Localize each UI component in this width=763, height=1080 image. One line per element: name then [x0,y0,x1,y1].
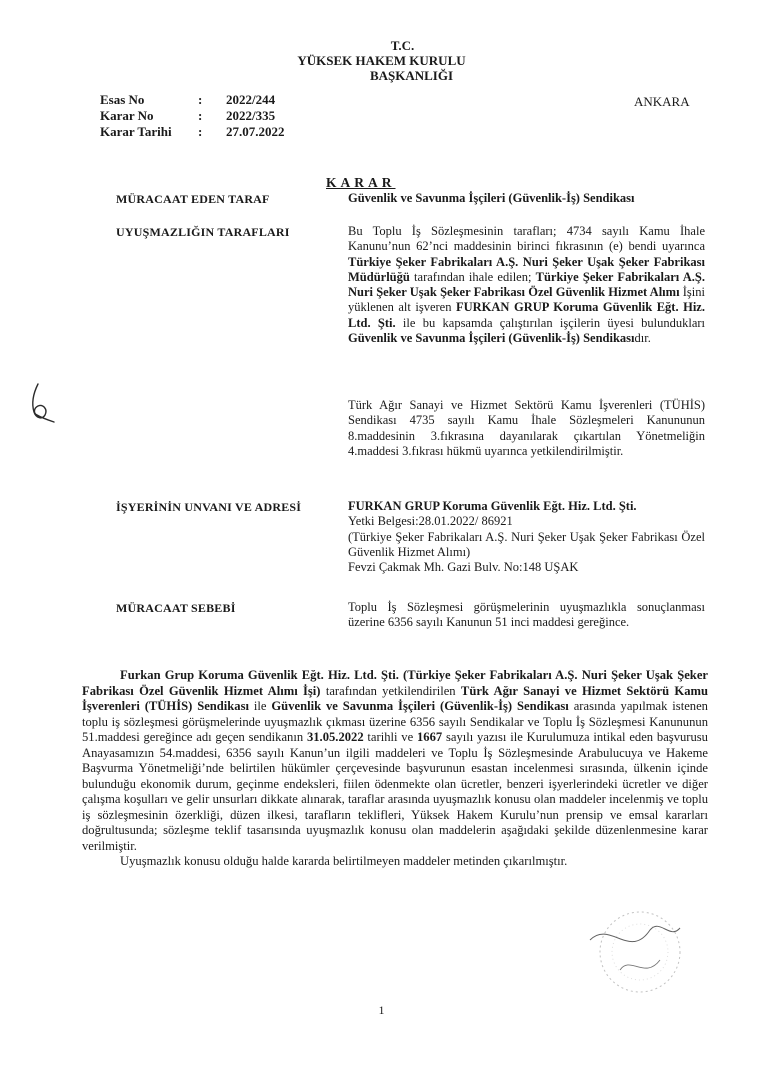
header-line-tc: T.C. [390,38,415,53]
tarih-label: Karar Tarihi [100,124,172,139]
esas-sep: : [198,92,203,107]
bold-run: Güvenlik ve Savunma İşçileri (Güvenlik-İş) Sendikası [271,699,569,713]
text-run: Bu Toplu İş Sözleşmesinin tarafları; 4734 sayılı Kamu İhale Kanunu’nun 62’nci maddesinin birinci fıkrasının (e) bendi uyarınca [348,224,705,254]
meta-esas [100,92,275,108]
handwritten-initial [28,382,58,426]
bold-run: Türkiye Şeker Fabrikaları A.Ş. Nuri Şeker Uşak Şeker Fabrikası Müdürlüğü [348,254,705,284]
document-title: KARAR [326,175,396,190]
value-reason: Toplu İş Sözleşmesi görüşmelerinin uyuşmazlıkla sonuçlanması üzerine 6356 sayılı Kanunun 51 inci maddesi gereğince. [348,600,705,630]
body-paragraph-2: Uyuşmazlık konusu olduğu halde kararda belirtilmeyen maddeler metinden çıkarılmıştır. [120,854,568,868]
esas-label: Esas No [100,92,145,107]
location: ANKARA [634,94,690,109]
text-run: sayılı yazısı ile Kurulumuza intikal eden başvurusu Anayasamızın 54.maddesi, 6356 sayılı Kanun’un ilgili maddeleri ve Toplu İş Sözleşmesinde Arabulucuya ve Hakeme Başvurma Yönetmeliği’nde belirtilen hükümler çerçevesinde başvurunun esastan incelenmesi sırasında, ülkenin içinde bulunduğu ekonomik durum, geçinme endeksleri, fiilen ödenmekte olan ücretler, benzeri işyerlerindeki ücretler ve diğer çalışma koşulları ve gelir unsurları dikkate alınarak, taraflar arasında uyuşmazlık konusu olan maddeler incelenmiş ve toplu iş sözleşmesinin özerkliği, düzen ilkesi, tarafların teklifleri, Yüksek Hakem Kurulu’nun prensip ve emsal kararları doğrultusunda; sözleşme teklif tasarısında uyuşmazlık konusu olan maddelerin aşağıdaki şekilde düzenlenmesine karar verilmiştir. [82,730,708,853]
workplace-license: Yetki Belgesi:28.01.2022/ 86921 [348,514,513,529]
document-header [0,38,763,83]
text-run: tarafından yetkilendirilen [320,683,461,698]
value-applicant: Güvenlik ve Savunma İşçileri (Güvenlik-İş) Sendikası [348,191,635,205]
text-run: ile bu kapsamda çalıştırılan işçilerin üyesi bulundukları [395,315,706,330]
text-run: arasında yapılmak istenen toplu iş sözleşmesi görüşmelerinde uyuşmazlık çıkması üzerine 6356 sayılı Sendikalar ve Toplu İş Sözleşmesi Kanununun 51.maddesi gereğince adı geçen sendikanın [82,699,708,744]
text-run: ile [249,699,272,713]
workplace-address: Fevzi Çakmak Mh. Gazi Bulv. No:148 UŞAK [348,560,579,575]
bold-run: Güvenlik ve Savunma İşçileri (Güvenlik-İş) Sendikası [348,331,635,346]
workplace-name: FURKAN GRUP Koruma Güvenlik Eğt. Hiz. Ltd. Şti. [348,499,637,513]
bold-run: FURKAN GRUP Koruma Güvenlik Eğt. Hiz. Ltd. Şti. [348,300,705,330]
label-applicant: MÜRACAAT EDEN TARAF [116,192,270,206]
bold-run: 1667 [416,730,443,744]
faded-stamp [560,900,720,1000]
decision-body [82,668,708,870]
meta-tarih [100,124,285,140]
label-reason: MÜRACAAT SEBEBİ [116,601,236,615]
text-run: tarihli ve [363,730,417,744]
label-workplace: İŞYERİNİN UNVANI VE ADRESİ [116,500,302,514]
text-run: İşini yüklenen alt işveren [348,285,705,315]
karar-value: 2022/335 [226,108,276,123]
bold-run: Furkan Grup Koruma Güvenlik Eğt. Hiz. Ltd. Şti. (Türkiye Şeker Fabrikaları A.Ş. Nuri Şeker Uşak Şeker Fabrikası Özel Güvenlik Hizmet Alımı İşi) [82,668,708,698]
parties-paragraph-1 [348,224,705,346]
bold-run: Türkiye Şeker Fabrikaları A.Ş. Nuri Şeker Uşak Şeker Fabrikası Özel Güvenlik Hizmet Alımı [348,269,705,300]
tarih-sep: : [198,124,203,139]
parties-paragraph-2: Türk Ağır Sanayi ve Hizmet Sektörü Kamu İşverenleri (TÜHİS) Sendikası 4735 sayılı Kamu İhale Sözleşmeleri Kanununun 8.maddesinin 3.fıkrasına dayanılarak çıkartılan Yönetmeliğin 4.maddesi 3.fıkrası hükmü uyarınca yetkilendirilmiştir. [348,398,705,458]
tarih-value: 27.07.2022 [226,124,285,139]
meta-karar [100,108,275,124]
workplace-scope: (Türkiye Şeker Fabrikaları A.Ş. Nuri Şeker Uşak Şeker Fabrikası Özel Güvenlik Hizmet Alımı) [348,529,705,559]
bold-run: 31.05.2022 [306,730,364,744]
esas-value: 2022/244 [226,92,276,107]
karar-sep: : [198,108,203,123]
header-line-presidency: BAŞKANLIĞI [369,68,454,83]
label-parties: UYUŞMAZLIĞIN TARAFLARI [116,225,290,239]
header-line-institution: YÜKSEK HAKEM KURULU [297,53,466,68]
workplace-block [348,499,705,575]
text-run: dır. [634,331,651,346]
body-paragraph-1 [82,668,708,854]
text-run: tarafından ihale edilen; [409,269,536,284]
karar-label: Karar No [100,108,154,123]
bold-run: Türk Ağır Sanayi ve Hizmet Sektörü Kamu İşverenleri (TÜHİS) Sendikası [82,683,709,713]
page-number: 1 [378,1003,385,1017]
